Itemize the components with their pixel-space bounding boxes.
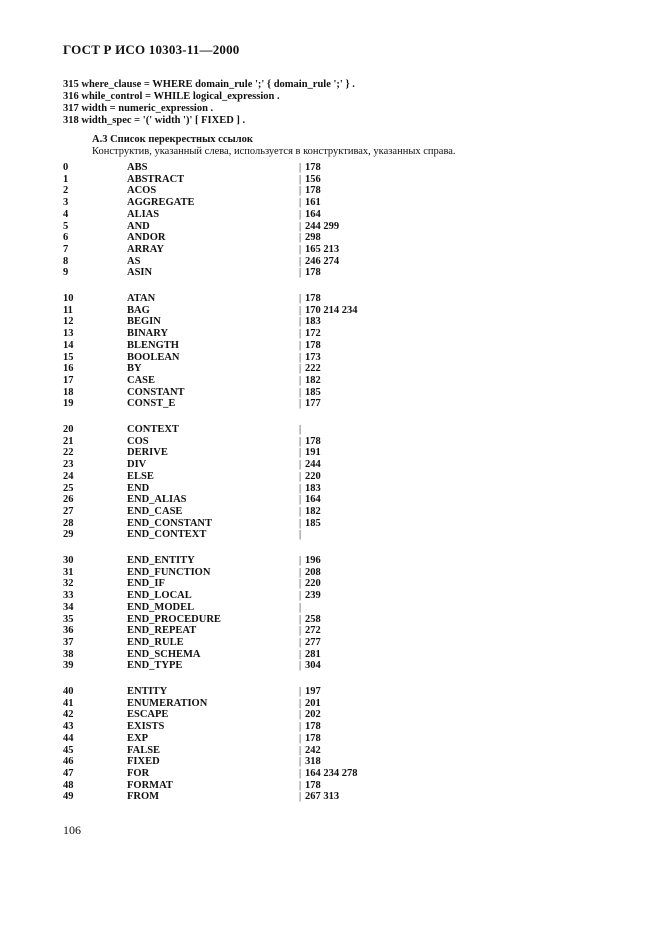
- construct-name: ENUMERATION: [127, 697, 208, 709]
- construct-name: END_RULE: [127, 636, 184, 648]
- table-row: [63, 398, 393, 410]
- table-row: [63, 209, 393, 221]
- construct-number: 2: [63, 185, 69, 197]
- grammar-rule: 316 while_control = WHILE logical_expression .: [63, 91, 280, 102]
- column-separator: |: [299, 255, 302, 267]
- column-separator: |: [299, 529, 302, 541]
- referencing-constructs: 220: [305, 578, 321, 590]
- column-separator: |: [299, 578, 302, 590]
- construct-name: DIV: [127, 459, 147, 471]
- referencing-constructs: 202: [305, 709, 321, 721]
- table-row: [63, 305, 393, 317]
- referencing-constructs: 178: [305, 721, 321, 733]
- table-row: [63, 375, 393, 387]
- referencing-constructs: 178: [305, 185, 321, 197]
- table-row: [63, 756, 393, 768]
- referencing-constructs: 178: [305, 779, 321, 791]
- column-separator: |: [299, 505, 302, 517]
- referencing-constructs: 178: [305, 267, 321, 279]
- construct-number: 43: [63, 721, 74, 733]
- construct-number: 26: [63, 494, 74, 506]
- construct-number: 22: [63, 447, 74, 459]
- referencing-constructs: 170 214 234: [305, 304, 358, 316]
- document-header: ГОСТ Р ИСО 10303-11—2000: [63, 42, 240, 57]
- construct-number: 42: [63, 709, 74, 721]
- column-separator: |: [299, 267, 302, 279]
- construct-name: ESCAPE: [127, 709, 169, 721]
- construct-number: 20: [63, 424, 74, 435]
- column-separator: |: [299, 220, 302, 232]
- construct-number: 21: [63, 435, 74, 447]
- construct-number: 49: [63, 791, 74, 803]
- column-separator: |: [299, 636, 302, 648]
- construct-number: 7: [63, 243, 69, 255]
- table-row: [63, 660, 393, 672]
- referencing-constructs: 183: [305, 482, 321, 494]
- table-row: [63, 174, 393, 186]
- referencing-constructs: 277: [305, 636, 321, 648]
- construct-number: 25: [63, 482, 74, 494]
- referencing-constructs: 191: [305, 447, 321, 459]
- column-separator: |: [299, 566, 302, 578]
- table-row: [63, 567, 393, 579]
- column-separator: |: [299, 601, 302, 613]
- referencing-constructs: 267 313: [305, 791, 340, 803]
- construct-name: FALSE: [127, 744, 161, 756]
- referencing-constructs: 258: [305, 613, 321, 625]
- construct-number: 14: [63, 339, 74, 351]
- construct-name: END_CONSTANT: [127, 517, 212, 529]
- construct-number: 16: [63, 363, 74, 375]
- construct-number: 18: [63, 386, 74, 398]
- referencing-constructs: 239: [305, 590, 321, 602]
- referencing-constructs: 178: [305, 293, 321, 304]
- table-row: [63, 529, 393, 541]
- table-row: [63, 221, 393, 233]
- column-separator: |: [299, 686, 302, 697]
- construct-number: 30: [63, 555, 74, 566]
- section-description: Конструктив, указанный слева, используется в конструктивах, указанных справа.: [92, 146, 456, 157]
- table-row: [63, 745, 393, 757]
- referencing-constructs: 281: [305, 648, 321, 660]
- column-separator: |: [299, 709, 302, 721]
- construct-name: BLENGTH: [127, 339, 179, 351]
- construct-number: 40: [63, 686, 74, 697]
- column-separator: |: [299, 744, 302, 756]
- construct-name: BAG: [127, 304, 150, 316]
- referencing-constructs: 185: [305, 517, 321, 529]
- construct-number: 44: [63, 732, 74, 744]
- referencing-constructs: 178: [305, 339, 321, 351]
- construct-name: BEGIN: [127, 316, 161, 328]
- table-row: [63, 436, 393, 448]
- referencing-constructs: 182: [305, 505, 321, 517]
- construct-number: 27: [63, 505, 74, 517]
- construct-number: 33: [63, 590, 74, 602]
- construct-number: 23: [63, 459, 74, 471]
- column-separator: |: [299, 470, 302, 482]
- construct-name: ARRAY: [127, 243, 164, 255]
- construct-number: 3: [63, 197, 69, 209]
- referencing-constructs: 242: [305, 744, 321, 756]
- referencing-constructs: 183: [305, 316, 321, 328]
- table-row: [63, 768, 393, 780]
- referencing-constructs: 182: [305, 374, 321, 386]
- construct-number: 6: [63, 232, 69, 244]
- table-row: [63, 494, 393, 506]
- table-row: [63, 387, 393, 399]
- referencing-constructs: 304: [305, 660, 321, 672]
- construct-name: FOR: [127, 767, 150, 779]
- column-separator: |: [299, 243, 302, 255]
- column-separator: |: [299, 386, 302, 398]
- construct-number: 4: [63, 208, 69, 220]
- column-separator: |: [299, 304, 302, 316]
- construct-number: 47: [63, 767, 74, 779]
- construct-name: CASE: [127, 374, 156, 386]
- referencing-constructs: 177: [305, 398, 321, 410]
- table-row: [63, 316, 393, 328]
- construct-name: END_CASE: [127, 505, 183, 517]
- column-separator: |: [299, 767, 302, 779]
- construct-name: ELSE: [127, 470, 154, 482]
- grammar-rules: [63, 79, 355, 127]
- construct-name: END_PROCEDURE: [127, 613, 221, 625]
- construct-name: END_MODEL: [127, 601, 195, 613]
- table-row: [63, 424, 393, 436]
- column-separator: |: [299, 697, 302, 709]
- table-row: [63, 590, 393, 602]
- construct-number: 10: [63, 293, 74, 304]
- construct-number: 35: [63, 613, 74, 625]
- column-separator: |: [299, 756, 302, 768]
- column-separator: |: [299, 232, 302, 244]
- column-separator: |: [299, 625, 302, 637]
- referencing-constructs: 196: [305, 555, 321, 566]
- construct-number: 17: [63, 374, 74, 386]
- table-row: [63, 698, 393, 710]
- construct-number: 11: [63, 304, 73, 316]
- referencing-constructs: 185: [305, 386, 321, 398]
- column-separator: |: [299, 517, 302, 529]
- construct-name: DERIVE: [127, 447, 168, 459]
- construct-name: BY: [127, 363, 142, 375]
- construct-name: FROM: [127, 791, 160, 803]
- table-row: [63, 328, 393, 340]
- column-separator: |: [299, 424, 302, 435]
- table-row: [63, 625, 393, 637]
- construct-name: CONST_E: [127, 398, 176, 410]
- construct-name: ATAN: [127, 293, 156, 304]
- construct-name: END_SCHEMA: [127, 648, 201, 660]
- column-separator: |: [299, 613, 302, 625]
- table-row: [63, 649, 393, 661]
- column-separator: |: [299, 363, 302, 375]
- column-separator: |: [299, 660, 302, 672]
- table-row: [63, 686, 393, 698]
- referencing-constructs: 165 213: [305, 243, 340, 255]
- table-row: [63, 352, 393, 364]
- construct-number: 15: [63, 351, 74, 363]
- construct-name: END_IF: [127, 578, 165, 590]
- referencing-constructs: 272: [305, 625, 321, 637]
- construct-name: ABSTRACT: [127, 173, 185, 185]
- table-row: [63, 256, 393, 268]
- construct-name: AS: [127, 255, 141, 267]
- construct-name: ASIN: [127, 267, 153, 279]
- construct-name: END_LOCAL: [127, 590, 192, 602]
- referencing-constructs: 222: [305, 363, 321, 375]
- construct-name: ACOS: [127, 185, 157, 197]
- page-number: 106: [63, 823, 81, 837]
- construct-number: 41: [63, 697, 74, 709]
- construct-name: END_TYPE: [127, 660, 183, 672]
- table-row: [63, 340, 393, 352]
- column-separator: |: [299, 208, 302, 220]
- construct-number: 5: [63, 220, 69, 232]
- referencing-constructs: 164 234 278: [305, 767, 358, 779]
- construct-number: 31: [63, 566, 74, 578]
- table-row: [63, 578, 393, 590]
- table-row: [63, 733, 393, 745]
- table-row: [63, 447, 393, 459]
- column-separator: |: [299, 293, 302, 304]
- table-row: [63, 721, 393, 733]
- column-separator: |: [299, 398, 302, 410]
- column-separator: |: [299, 185, 302, 197]
- table-row: [63, 162, 393, 174]
- referencing-constructs: 208: [305, 566, 321, 578]
- table-row: [63, 293, 393, 305]
- table-row: [63, 709, 393, 721]
- referencing-constructs: 172: [305, 328, 321, 340]
- column-separator: |: [299, 351, 302, 363]
- referencing-constructs: 173: [305, 351, 321, 363]
- construct-number: 45: [63, 744, 74, 756]
- table-row: [63, 791, 393, 803]
- column-separator: |: [299, 482, 302, 494]
- construct-name: END: [127, 482, 150, 494]
- construct-number: 1: [63, 173, 69, 185]
- construct-name: EXP: [127, 732, 148, 744]
- referencing-constructs: 164: [305, 208, 321, 220]
- referencing-constructs: 220: [305, 470, 321, 482]
- column-separator: |: [299, 316, 302, 328]
- column-separator: |: [299, 173, 302, 185]
- column-separator: |: [299, 590, 302, 602]
- construct-name: END_ALIAS: [127, 494, 187, 506]
- referencing-constructs: 244 299: [305, 220, 340, 232]
- construct-name: CONTEXT: [127, 424, 179, 435]
- table-row: [63, 637, 393, 649]
- construct-name: BOOLEAN: [127, 351, 180, 363]
- column-separator: |: [299, 435, 302, 447]
- table-row: [63, 518, 393, 530]
- column-separator: |: [299, 779, 302, 791]
- construct-name: COS: [127, 435, 149, 447]
- construct-number: 8: [63, 255, 69, 267]
- grammar-rule: 315 where_clause = WHERE domain_rule ';' { domain_rule ';' } .: [63, 79, 355, 90]
- column-separator: |: [299, 459, 302, 471]
- column-separator: |: [299, 374, 302, 386]
- referencing-constructs: 318: [305, 756, 321, 768]
- column-separator: |: [299, 732, 302, 744]
- construct-number: 0: [63, 162, 69, 173]
- construct-number: 24: [63, 470, 74, 482]
- construct-name: ENTITY: [127, 686, 168, 697]
- construct-number: 34: [63, 601, 74, 613]
- construct-number: 48: [63, 779, 74, 791]
- table-row: [63, 244, 393, 256]
- column-separator: |: [299, 447, 302, 459]
- construct-number: 32: [63, 578, 74, 590]
- column-separator: |: [299, 328, 302, 340]
- referencing-constructs: 197: [305, 686, 321, 697]
- construct-name: FIXED: [127, 756, 160, 768]
- table-row: [63, 363, 393, 375]
- column-separator: |: [299, 721, 302, 733]
- construct-number: 13: [63, 328, 74, 340]
- column-separator: |: [299, 197, 302, 209]
- grammar-rule: 317 width = numeric_expression .: [63, 103, 214, 114]
- construct-name: AND: [127, 220, 150, 232]
- construct-number: 37: [63, 636, 74, 648]
- referencing-constructs: 246 274: [305, 255, 340, 267]
- table-row: [63, 602, 393, 614]
- table-row: [63, 459, 393, 471]
- referencing-constructs: 298: [305, 232, 321, 244]
- referencing-constructs: 178: [305, 162, 321, 173]
- construct-name: ANDOR: [127, 232, 166, 244]
- table-row: [63, 483, 393, 495]
- column-separator: |: [299, 791, 302, 803]
- construct-number: 28: [63, 517, 74, 529]
- construct-name: END_REPEAT: [127, 625, 197, 637]
- referencing-constructs: 244: [305, 459, 321, 471]
- column-separator: |: [299, 555, 302, 566]
- construct-name: END_CONTEXT: [127, 529, 207, 541]
- construct-number: 46: [63, 756, 74, 768]
- section-title: А.3 Список перекрестных ссылок: [92, 134, 253, 145]
- construct-name: CONSTANT: [127, 386, 185, 398]
- table-row: [63, 555, 393, 567]
- table-row: [63, 471, 393, 483]
- referencing-constructs: 164: [305, 494, 321, 506]
- table-row: [63, 614, 393, 626]
- construct-name: END_FUNCTION: [127, 566, 211, 578]
- column-separator: |: [299, 494, 302, 506]
- table-row: [63, 185, 393, 197]
- referencing-constructs: 161: [305, 197, 321, 209]
- table-row: [63, 232, 393, 244]
- construct-name: FORMAT: [127, 779, 173, 791]
- construct-number: 36: [63, 625, 74, 637]
- construct-name: EXISTS: [127, 721, 165, 733]
- construct-name: ABS: [127, 162, 148, 173]
- construct-number: 29: [63, 529, 74, 541]
- construct-number: 12: [63, 316, 74, 328]
- referencing-constructs: 178: [305, 732, 321, 744]
- table-row: [63, 267, 393, 279]
- construct-name: END_ENTITY: [127, 555, 195, 566]
- column-separator: |: [299, 648, 302, 660]
- column-separator: |: [299, 162, 302, 173]
- table-row: [63, 780, 393, 792]
- grammar-rule: 318 width_spec = '(' width ')' [ FIXED ] .: [63, 115, 246, 126]
- table-row: [63, 197, 393, 209]
- referencing-constructs: 178: [305, 435, 321, 447]
- construct-number: 19: [63, 398, 74, 410]
- referencing-constructs: 156: [305, 173, 321, 185]
- construct-number: 38: [63, 648, 74, 660]
- construct-number: 9: [63, 267, 69, 279]
- table-row: [63, 506, 393, 518]
- column-separator: |: [299, 339, 302, 351]
- construct-name: BINARY: [127, 328, 169, 340]
- construct-name: ALIAS: [127, 208, 160, 220]
- construct-number: 39: [63, 660, 74, 672]
- referencing-constructs: 201: [305, 697, 321, 709]
- construct-name: AGGREGATE: [127, 197, 195, 209]
